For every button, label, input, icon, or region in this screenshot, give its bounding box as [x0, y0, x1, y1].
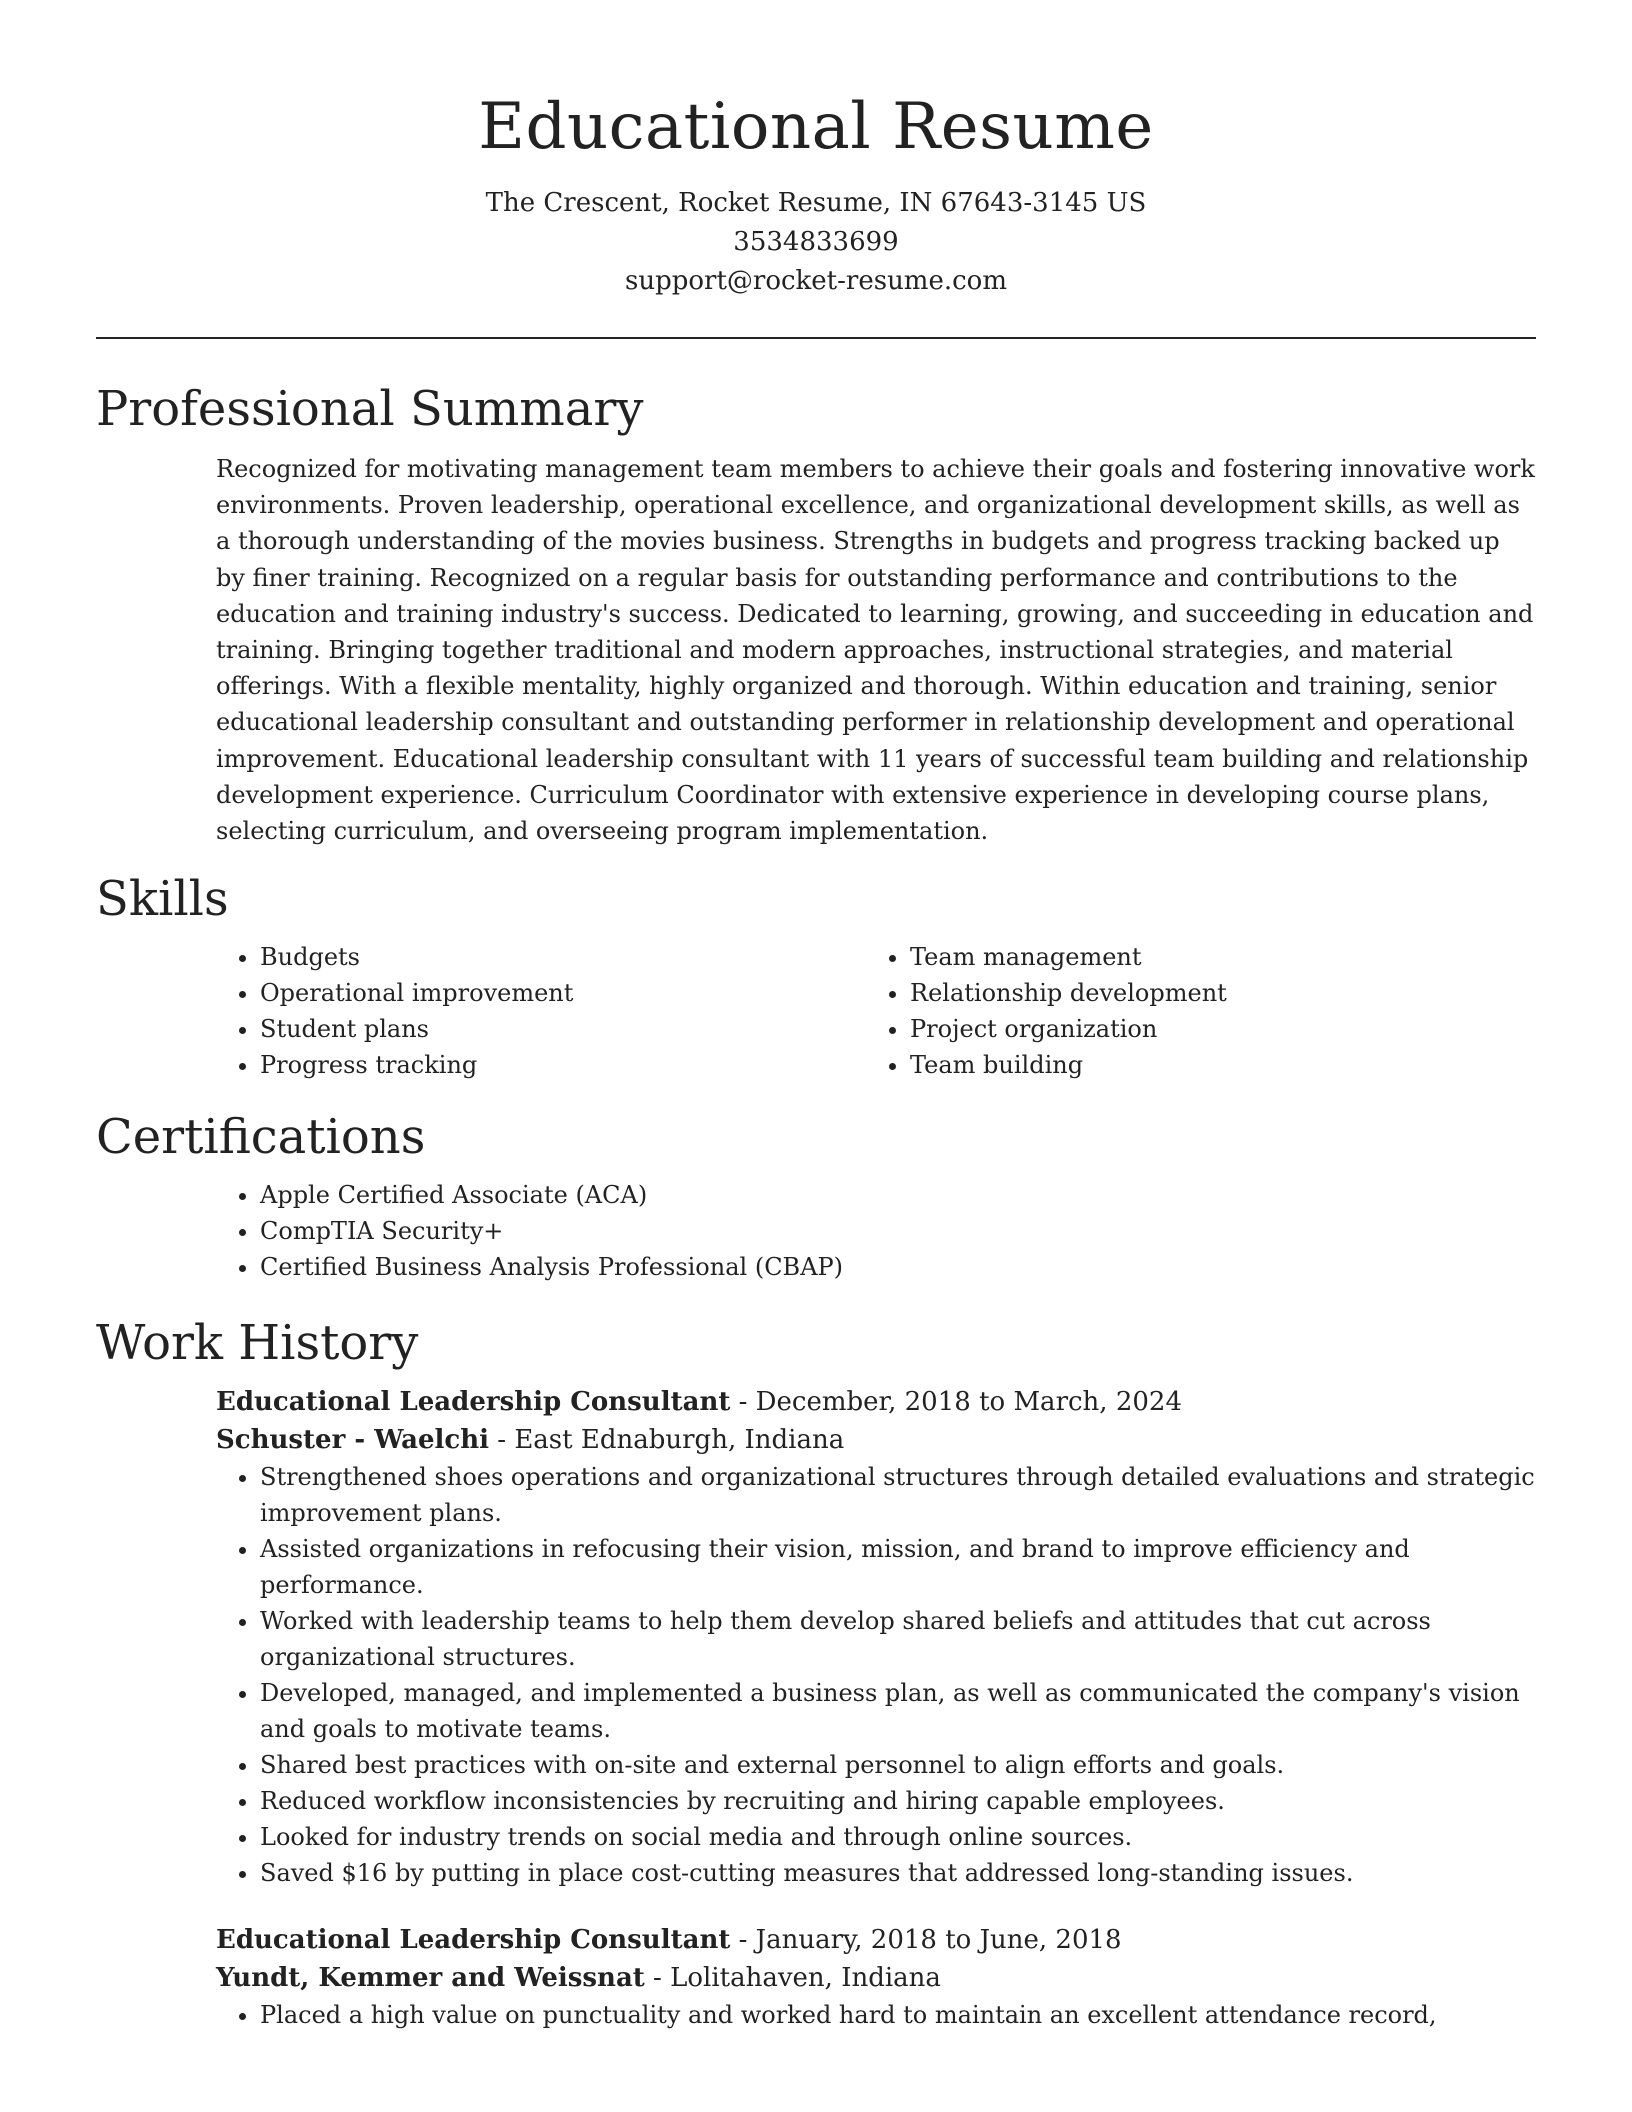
certifications-section	[96, 1107, 1536, 1285]
job-heading	[216, 1921, 1536, 1959]
skills-grid	[216, 939, 1536, 1083]
job-title: Educational Leadership Consultant	[216, 1387, 731, 1418]
certification-item: • CompTIA Security+	[260, 1213, 1536, 1249]
skill-item: • Student plans	[260, 1011, 866, 1047]
contact-email: support@rocket-resume.com	[624, 266, 1007, 296]
job-bullet: • Assisted organizations in refocusing their vision, mission, and brand to improve efficiency and performance.	[260, 1531, 1536, 1603]
certifications-block	[216, 1177, 1536, 1285]
skill-item: • Budgets	[260, 939, 866, 975]
job-employer	[216, 1421, 1536, 1459]
resume-page	[96, 0, 1536, 2033]
summary-text: Recognized for motivating management team members to achieve their goals and fostering innovative work environments. Proven leadership, operational excellence, and organizational development skills, as well as a thorough understanding of the movies business. Strengths in budgets and progress tracking backed up by finer training. Recognized on a regular basis for outstanding performance and contributions to the education and training industry's success. Dedicated to learning, growing, and succeeding in education and training. Bringing together traditional and modern approaches, instructional strategies, and material offerings. With a flexible mentality, highly organized and thorough. Within education and training, senior educational leadership consultant and outstanding performer in relationship development and operational improvement. Educational leadership consultant with 11 years of successful team building and relationship development experience. Curriculum Coordinator with extensive experience in developing course plans, selecting curriculum, and overseeing program implementation.	[216, 455, 1535, 846]
skill-item: • Operational improvement	[260, 975, 866, 1011]
summary-section	[96, 379, 1536, 849]
job-bullet: • Looked for industry trends on social media and through online sources.	[260, 1819, 1536, 1855]
resume-name: Educational Resume	[478, 90, 1154, 164]
job-entry	[216, 1383, 1536, 1891]
skill-item: • Team building	[910, 1047, 1516, 1083]
work-history-title: Work History	[96, 1315, 419, 1372]
job-location: - Lolitahaven, Indiana	[644, 1963, 941, 1994]
job-heading	[216, 1383, 1536, 1421]
resume-header	[96, 0, 1536, 301]
job-location: - East Ednaburgh, Indiana	[489, 1425, 845, 1456]
job-bullet: • Reduced workflow inconsistencies by recruiting and hiring capable employees.	[260, 1783, 1536, 1819]
skills-list-left	[216, 939, 866, 1083]
contact-info	[96, 184, 1536, 301]
header-divider	[96, 337, 1536, 339]
job-bullet: • Developed, managed, and implemented a business plan, as well as communicated the company's vision and goals to motivate teams.	[260, 1675, 1536, 1747]
skills-section	[96, 869, 1536, 1083]
job-bullets	[216, 1997, 1536, 2033]
job-company: Schuster - Waelchi	[216, 1425, 490, 1456]
skill-item: • Team management	[910, 939, 1516, 975]
certification-item: • Apple Certified Associate (ACA)	[260, 1177, 1536, 1213]
job-bullet: • Worked with leadership teams to help them develop shared beliefs and attitudes that cut across organizational structures.	[260, 1603, 1536, 1675]
job-bullets	[216, 1459, 1536, 1891]
skill-item: • Relationship development	[910, 975, 1516, 1011]
job-bullet: • Saved $16 by putting in place cost-cutting measures that addressed long-standing issues.	[260, 1855, 1536, 1891]
job-bullet: • Shared best practices with on-site and external personnel to align efforts and goals.	[260, 1747, 1536, 1783]
job-bullet: • Placed a high value on punctuality and worked hard to maintain an excellent attendance record,	[260, 1997, 1536, 2033]
skills-column-right	[866, 939, 1516, 1083]
job-dates: - January, 2018 to June, 2018	[730, 1925, 1122, 1956]
summary-title: Professional Summary	[96, 381, 644, 437]
certification-item: • Certified Business Analysis Professional (CBAP)	[260, 1249, 1536, 1285]
skills-list-right	[866, 939, 1516, 1083]
skills-title: Skills	[96, 871, 229, 928]
skill-item: • Progress tracking	[260, 1047, 866, 1083]
job-company: Yundt, Kemmer and Weissnat	[216, 1963, 645, 1994]
skill-item: • Project organization	[910, 1011, 1516, 1047]
certifications-list	[216, 1177, 1536, 1285]
job-bullet: • Strengthened shoes operations and organizational structures through detailed evaluations and strategic improvement plans.	[260, 1459, 1536, 1531]
contact-phone: 3534833699	[733, 227, 899, 257]
job-entry	[216, 1921, 1536, 2033]
job-dates: - December, 2018 to March, 2024	[730, 1387, 1182, 1418]
skills-column-left	[216, 939, 866, 1083]
certifications-title: Certifications	[96, 1109, 426, 1166]
job-title: Educational Leadership Consultant	[216, 1925, 731, 1956]
work-history-section	[96, 1313, 1536, 2033]
job-employer	[216, 1959, 1536, 1997]
contact-address: The Crescent, Rocket Resume, IN 67643-3145 US	[485, 188, 1147, 218]
